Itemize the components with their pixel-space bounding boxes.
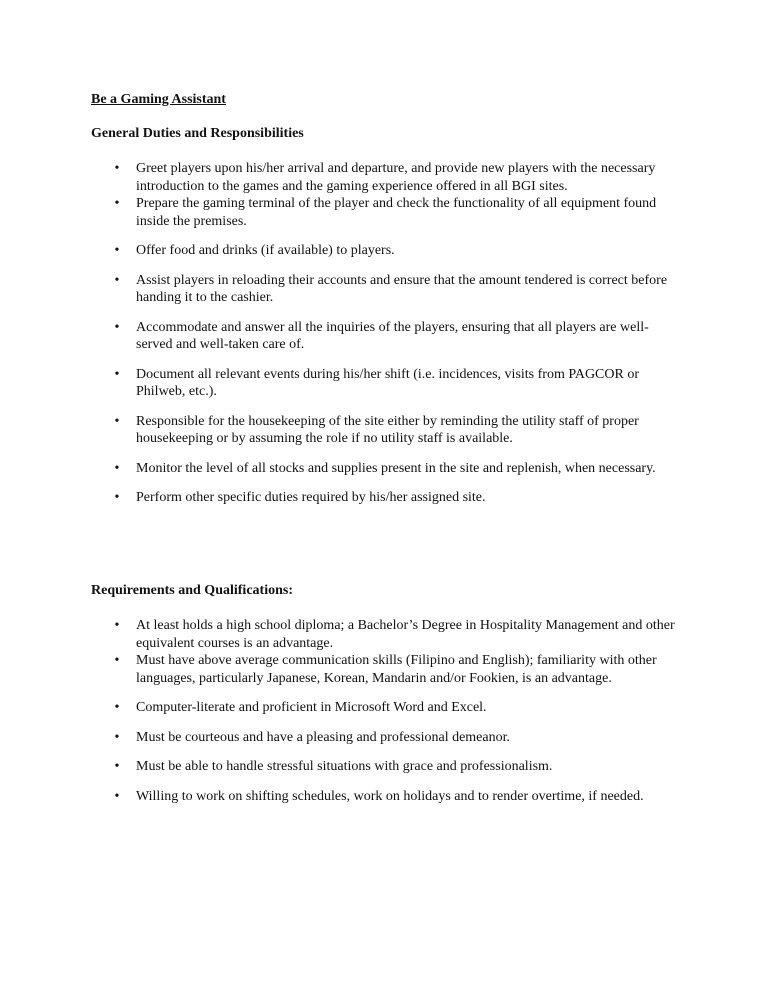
list-item-text: Willing to work on shifting schedules, work on holidays and to render overtime, if needed. bbox=[136, 788, 644, 804]
list-item bbox=[112, 729, 682, 747]
bullet-icon: • bbox=[114, 413, 120, 429]
list-item-text: Responsible for the housekeeping of the site either by reminding the utility staff of proper housekeeping or by assuming the role if no utility staff is available. bbox=[136, 413, 639, 446]
bullet-icon: • bbox=[114, 272, 120, 288]
list-item-text: Monitor the level of all stocks and supplies present in the site and replenish, when necessary. bbox=[136, 460, 656, 476]
requirements-list bbox=[112, 617, 682, 805]
bullet-icon: • bbox=[114, 700, 120, 715]
bullet-icon: • bbox=[114, 729, 120, 745]
list-item-text: Assist players in reloading their accounts and ensure that the amount tendered is correct before handing it to the cashier. bbox=[136, 272, 668, 305]
list-item bbox=[112, 617, 682, 652]
list-item bbox=[112, 195, 682, 230]
list-item-text: Accommodate and answer all the inquiries of the players, ensuring that all players are well-served and well-taken care of. bbox=[136, 319, 649, 352]
bullet-icon: • bbox=[114, 618, 120, 633]
bullet-icon: • bbox=[114, 161, 120, 176]
bullet-icon: • bbox=[114, 243, 120, 258]
list-item-text: Offer food and drinks (if available) to players. bbox=[136, 243, 395, 258]
list-item-text: Prepare the gaming terminal of the player and check the functionality of all equipment found inside the premises. bbox=[136, 196, 657, 229]
list-item-text: Computer-literate and proficient in Microsoft Word and Excel. bbox=[136, 700, 487, 715]
list-item bbox=[112, 652, 682, 687]
bullet-icon: • bbox=[114, 366, 120, 382]
list-item bbox=[112, 788, 682, 806]
list-item bbox=[112, 366, 682, 401]
bullet-icon: • bbox=[114, 490, 120, 505]
requirements-heading: Requirements and Qualifications: bbox=[91, 583, 293, 598]
list-item-text: Document all relevant events during his/her shift (i.e. incidences, visits from PAGCOR or Philweb, etc.). bbox=[136, 366, 640, 399]
bullet-icon: • bbox=[114, 759, 120, 774]
bullet-icon: • bbox=[114, 319, 120, 335]
list-item-text: Must be courteous and have a pleasing and professional demeanor. bbox=[136, 729, 511, 745]
list-item bbox=[112, 319, 682, 354]
list-item bbox=[112, 413, 682, 448]
bullet-icon: • bbox=[114, 788, 120, 804]
list-item bbox=[112, 758, 682, 776]
list-item bbox=[112, 699, 682, 717]
list-item bbox=[112, 489, 682, 507]
list-item-text: At least holds a high school diploma; a Bachelor’s Degree in Hospitality Management and other equivalent courses is an advantage. bbox=[136, 618, 675, 651]
list-item bbox=[112, 160, 682, 195]
list-item-text: Must have above average communication skills (Filipino and English); familiarity with other languages, particularly Japanese, Korean, Mandarin and/or Fookien, is an advantage. bbox=[136, 653, 657, 686]
bullet-icon: • bbox=[114, 196, 120, 211]
list-item bbox=[112, 460, 682, 478]
list-item-text: Must be able to handle stressful situations with grace and professionalism. bbox=[136, 759, 553, 774]
bullet-icon: • bbox=[114, 460, 120, 476]
list-item bbox=[112, 272, 682, 307]
bullet-icon: • bbox=[114, 653, 120, 668]
duties-heading: General Duties and Responsibilities bbox=[91, 126, 304, 141]
document-title: Be a Gaming Assistant bbox=[91, 92, 226, 107]
list-item-text: Greet players upon his/her arrival and departure, and provide new players with the necessary introduction to the games and the gaming experience offered in all BGI sites. bbox=[136, 161, 656, 194]
list-item bbox=[112, 242, 682, 260]
list-item-text: Perform other specific duties required by his/her assigned site. bbox=[136, 490, 486, 505]
duties-list bbox=[112, 160, 682, 507]
